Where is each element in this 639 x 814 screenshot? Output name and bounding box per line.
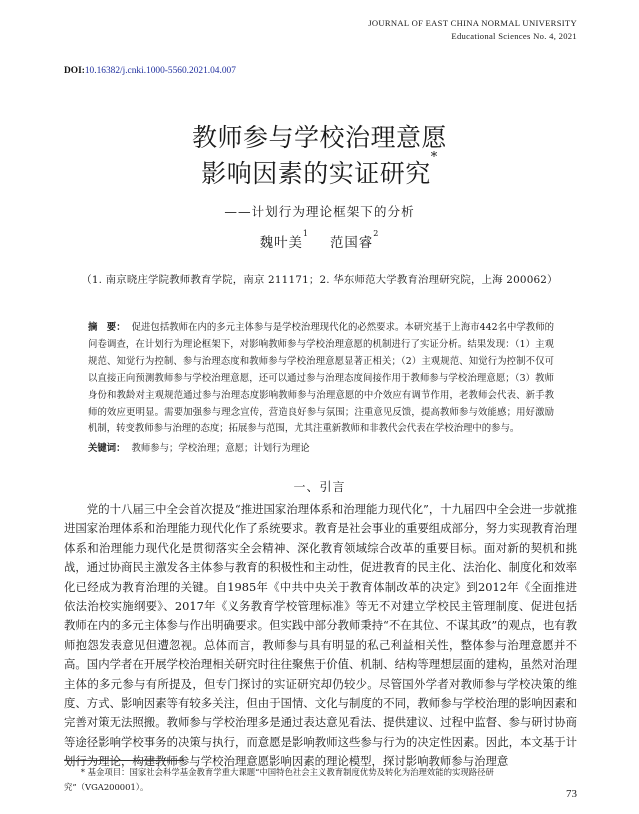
authors	[0, 229, 639, 251]
author-affiliation-mark: 2	[373, 229, 380, 238]
body-paragraph: 党的十八届三中全会首次提及“推进国家治理体系和治理能力现代化”，十九届四中全会进一步就推进国家治理体系和治理能力现代化作了系统要求。教育是社会事业的重要组成部分，努力实现教育治理体系和治理能力现代化是贯彻落实全会精神、深化教育领域综合改革的重要目标。面对新的契机和挑战，通过协商民主激发各主体参与教育的积极性和主动性，促进教育的民主化、法治化、制度化和效率化已经成为教育治理的关键。自1985年《中共中央关于教育体制改革的决定》到2012年《全面推进依法治校实施纲要》、2017年《义务教育学校管理标准》等无不对建立学校民主管理制度、促进包括教师在内的多元主体参与作出明确要求。但实践中部分教师秉持“不在其位、不谋其政”的观点，也有教师抱怨发表意见但遭忽视。总体而言，教师参与具有明显的私己利益相关性，整体参与治理意愿并不高。国内学者在开展学校治理相关研究时往往聚焦于价值、机制、结构等理想层面的建构，虽然对治理主体的多元参与有所提及，但专门探讨的实证研究却仍较少。尽管国外学者对教师参与学校决策的维度、方式、影响因素等有较多关注，但由于国情、文化与制度的不同，教师参与学校治理的影响因素和完善对策无法照搬。教师参与学校治理多是通过表达意见看法、提供建议、过程中监督、参与研讨协商等途径影响学校事务的决策与执行，而意愿是影响教师这些参与行为的决定性因素。因此，本文基于计划行为理论，构建教师参与学校治理意愿影响因素的理论模型，探讨影响教师参与治理意	[64, 502, 577, 769]
abstract-label: 摘 要：	[88, 322, 126, 333]
footnote: * 基金项目：国家社会科学基金教育学重大课题“中国特色社会主义教育制度优势及转化为治理效能的实现路径研究”（VGA200001）。	[64, 767, 494, 792]
journal-issue: Educational Sciences No. 4, 2021	[451, 31, 577, 41]
footnote-divider	[64, 760, 184, 761]
funding-mark: *	[430, 150, 438, 165]
journal-name: JOURNAL OF EAST CHINA NORMAL UNIVERSITY	[368, 18, 577, 28]
article-title-line2	[0, 150, 639, 190]
article-title-line1: 教师参与学校治理意愿	[191, 123, 447, 152]
abstract-text: 促进包括教师在内的多元主体参与是学校治理现代化的必然要求。本研究基于上海市442名中学教师的问卷调查，在计划行为理论框架下，对影响教师参与学校治理意愿的机制进行了实证分析。结果发现：（1）主观规范、知觉行为控制、参与治理态度和教师参与学校治理意愿显著正相关；（2）主观规范、知觉行为控制不仅可以直接正向预测教师参与学校治理意愿，还可以通过参与治理态度间接作用于教师参与学校治理意愿；（3）教师身份和教龄对主观规范通过参与治理态度影响教师参与治理意愿的中介效应有调节作用，老教师会代表、新手教师的效应更明显。需要加强参与理念宣传，营造良好参与氛围；注重意见反馈，提高教师参与效能感；用好激励机制，转变教师参与治理的态度；拓展参与范围，尤其注重新教师和非教代会代表在学校治理中的参与。	[88, 322, 554, 435]
keywords-label: 关键词：	[88, 443, 126, 454]
author-name: 魏叶美	[259, 236, 303, 251]
article-title-line2-text: 影响因素的实证研究	[201, 159, 431, 188]
article-subtitle: ——计划行为理论框架下的分析	[224, 204, 415, 219]
doi	[64, 66, 236, 76]
keywords-text: 教师参与；学校治理；意愿；计划行为理论	[131, 443, 310, 454]
section-heading: 一、引言	[293, 480, 346, 494]
doi-link[interactable]: 10.16382/j.cnki.1000-5560.2021.04.007	[84, 66, 236, 76]
abstract	[88, 320, 554, 438]
doi-label: DOI:	[64, 66, 85, 76]
page-number: 73	[566, 788, 577, 800]
affiliations: （1. 南京晓庄学院教师教育学院，南京 211171；2. 华东师范大学教育治理研究院，上海 200062）	[81, 274, 558, 286]
keywords	[88, 441, 554, 458]
author-affiliation-mark: 1	[302, 229, 309, 238]
author-name: 范国睿	[330, 236, 374, 251]
